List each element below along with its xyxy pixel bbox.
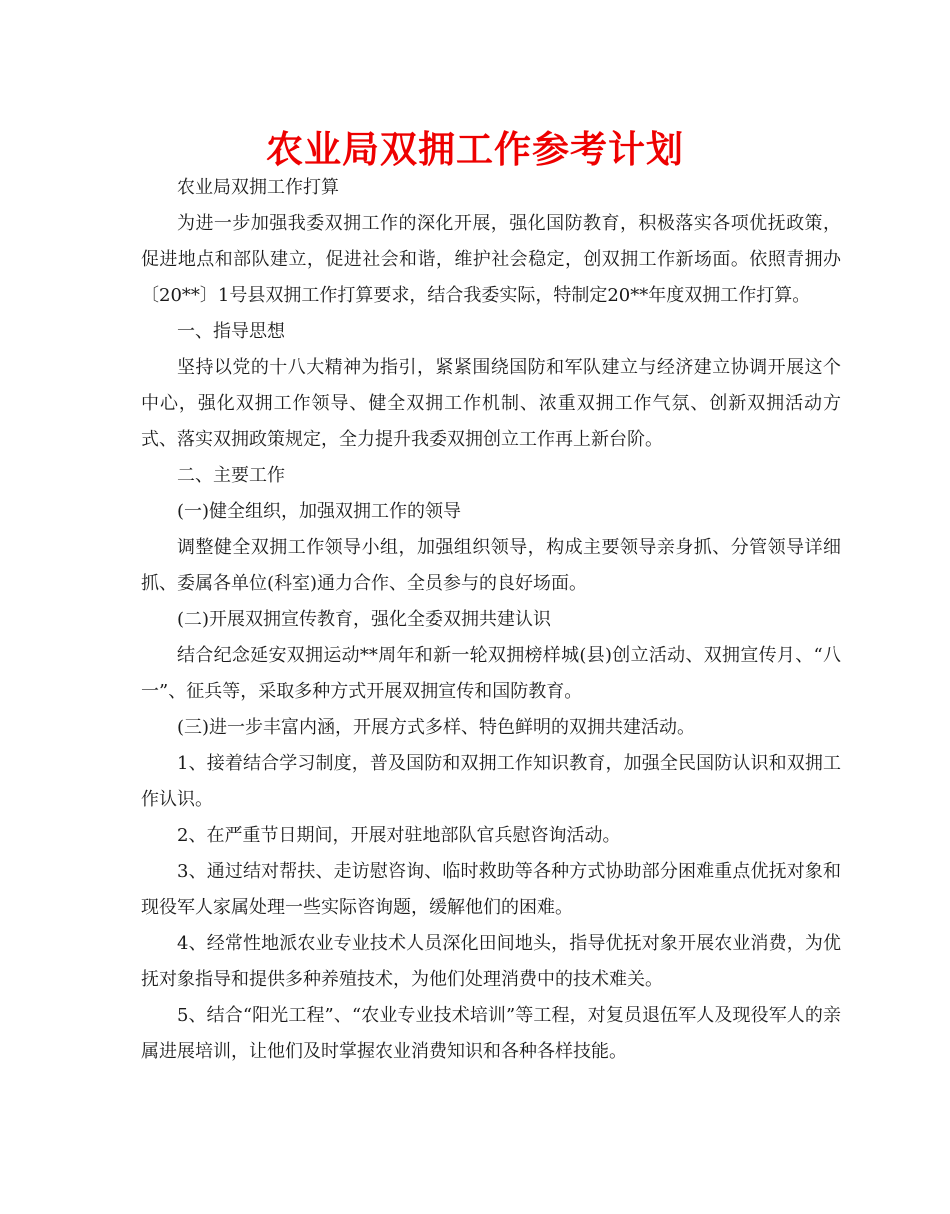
paragraph-subsection-1: 调整健全双拥工作领导小组，加强组织领导，构成主要领导亲身抓、分管领导详细抓、委属各单位(科室)通力合作、全员参与的良好场面。: [141, 537, 841, 594]
section-heading-guiding-ideology: 一、指导思想: [177, 321, 285, 342]
section-heading-main-work: 二、主要工作: [177, 465, 285, 486]
list-item-2: 2、在严重节日期间，开展对驻地部队官兵慰咨询活动。: [177, 825, 621, 846]
document-title: 农业局双拥工作参考计划: [266, 128, 684, 171]
list-item-5: 5、结合“阳光工程”、“农业专业技术培训”等工程，对复员退伍军人及现役军人的亲属进展培训，让他们及时掌握农业消费知识和各种各样技能。: [141, 1005, 841, 1062]
document-body: [141, 170, 841, 1070]
subsection-heading-3: (三)进一步丰富内涵，开展方式多样、特色鲜明的双拥共建活动。: [177, 717, 696, 738]
list-item-3: 3、通过结对帮扶、走访慰咨询、临时救助等各种方式协助部分困难重点优抚对象和现役军人家属处理一些实际咨询题，缓解他们的困难。: [141, 861, 841, 918]
paragraph-subtitle: 农业局双拥工作打算: [177, 177, 339, 198]
paragraph-subsection-2: 结合纪念延安双拥运动**周年和新一轮双拥榜样城(县)创立活动、双拥宣传月、“八一”、征兵等，采取多种方式开展双拥宣传和国防教育。: [141, 645, 841, 702]
subsection-heading-1: (一)健全组织，加强双拥工作的领导: [177, 501, 462, 522]
list-item-1: 1、接着结合学习制度，普及国防和双拥工作知识教育，加强全民国防认识和双拥工作认识。: [141, 753, 841, 810]
paragraph-guiding-ideology: 坚持以党的十八大精神为指引，紧紧围绕国防和军队建立与经济建立协调开展这个中心，强化双拥工作领导、健全双拥工作机制、浓重双拥工作气氛、创新双拥活动方式、落实双拥政策规定，全力提升我委双拥创立工作再上新台阶。: [141, 357, 841, 450]
subsection-heading-2: (二)开展双拥宣传教育，强化全委双拥共建认识: [177, 609, 552, 630]
list-item-4: 4、经常性地派农业专业技术人员深化田间地头，指导优抚对象开展农业消费，为优抚对象指导和提供多种养殖技术，为他们处理消费中的技术难关。: [141, 933, 841, 990]
paragraph-intro: 为进一步加强我委双拥工作的深化开展，强化国防教育，积极落实各项优抚政策，促进地点和部队建立，促进社会和谐，维护社会稳定，创双拥工作新场面。依照青拥办〔20**〕1号县双拥工作打算要求，结合我委实际，特制定20**年度双拥工作打算。: [141, 213, 841, 306]
